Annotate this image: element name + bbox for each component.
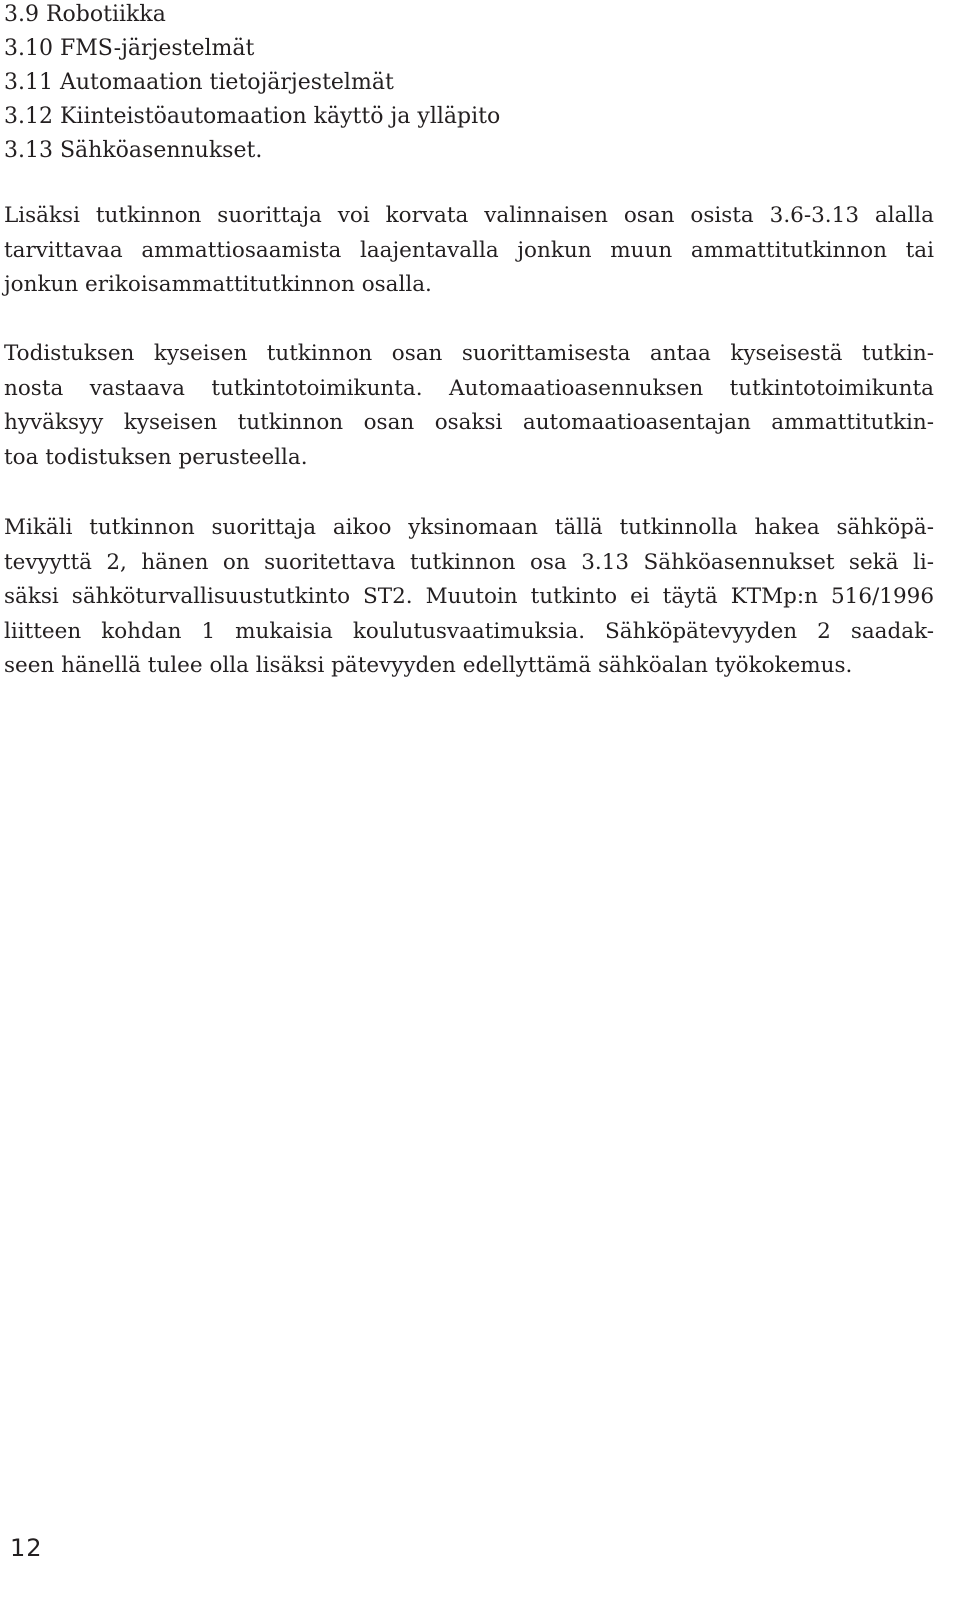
paragraph-line: Lisäksi tutkinnon suorittaja voi korvata valinnaisen osan osista 3.6-3.13 alalla [4,203,934,228]
paragraph-line: jonkun erikoisammattitutkinnon osalla. [4,272,432,298]
paragraph-electrical-qualification [4,511,934,684]
page-number: 12 [10,1534,43,1562]
paragraph-line: Todistuksen kyseisen tutkinnon osan suorittamisesta antaa kyseisestä tutkin- [4,341,934,366]
paragraph-line: seen hänellä tulee olla lisäksi pätevyyden edellyttämä sähköalan työkokemus. [4,653,853,679]
list-item: 3.10 FMS-järjestelmät [4,36,255,61]
list-item: 3.13 Sähköasennukset. [4,138,263,163]
section-list [4,0,500,168]
paragraph-line: hyväksyy kyseisen tutkinnon osan osaksi automaatioasentajan ammattitutkin- [4,410,934,436]
paragraph-line: Mikäli tutkinnon suorittaja aikoo yksinomaan tällä tutkinnolla hakea sähköpä- [4,515,934,540]
paragraph-line: säksi sähköturvallisuustutkinto ST2. Muutoin tutkinto ei täytä KTMp:n 516/1996 [4,584,934,610]
paragraph-certificate [4,337,934,475]
list-item: 3.9 Robotiikka [4,2,166,27]
list-item: 3.11 Automaation tietojärjestelmät [4,70,394,95]
paragraph-line: nosta vastaava tutkintotoimikunta. Automaatioasennuksen tutkintotoimikunta [4,375,934,401]
list-item: 3.12 Kiinteistöautomaation käyttö ja ylläpito [4,104,501,129]
paragraph-line: liitteen kohdan 1 mukaisia koulutusvaatimuksia. Sähköpätevyyden 2 saadak- [4,618,934,644]
paragraph-line: toa todistuksen perusteella. [4,444,308,470]
paragraph-line: tarvittavaa ammattiosaamista laajentavalla jonkun muun ammattitutkinnon tai [4,237,934,263]
paragraph-substitution [4,199,934,303]
paragraph-line: tevyyttä 2, hänen on suoritettava tutkinnon osa 3.13 Sähköasennukset sekä li- [4,549,934,575]
